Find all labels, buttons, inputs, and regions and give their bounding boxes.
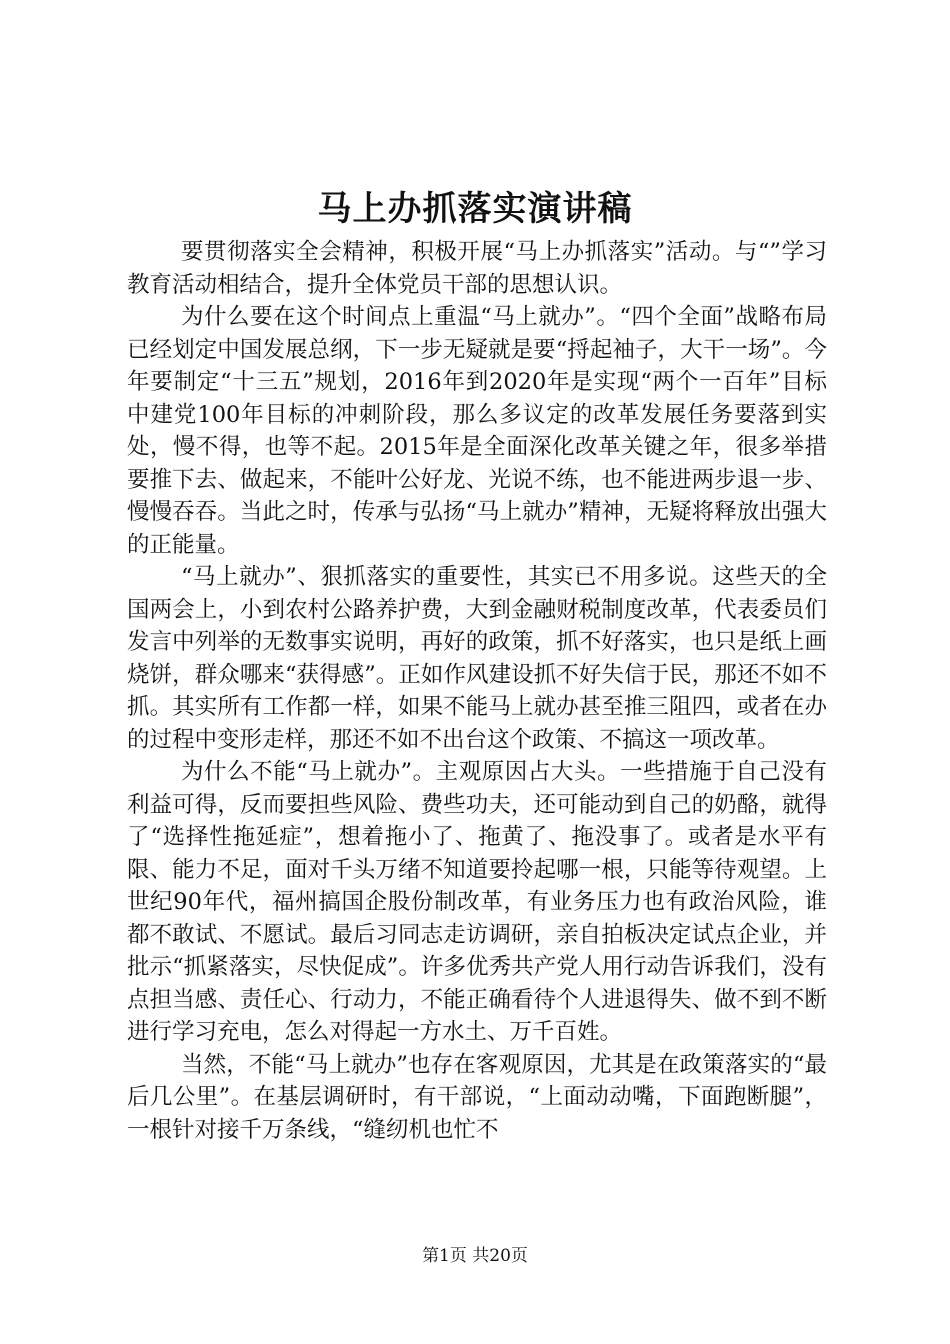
document-body — [127, 236, 827, 1146]
paragraph: 为什么要在这个时间点上重温“马上就办”。“四个全面”战略布局已经划定中国发展总纲，下一步无疑就是要“捋起袖子，大干一场”。今年要制定“十三五”规划，2016年到2020年是实现“两个一百年”目标中建党100年目标的冲刺阶段，那么多议定的改革发展任务要落到实处，慢不得，也等不起。2015年是全面深化改革关键之年，很多举措要推下去、做起来，不能叶公好龙、光说不练，也不能进两步退一步、慢慢吞吞。当此之时，传承与弘扬“马上就办”精神，无疑将释放出强大的正能量。 — [127, 304, 827, 558]
paragraph: 要贯彻落实全会精神，积极开展“马上办抓落实”活动。与“”学习教育活动相结合，提升全体党员干部的思想认识。 — [127, 239, 827, 298]
paragraph: 为什么不能“马上就办”。主观原因占大头。一些措施于自己没有利益可得，反而要担些风险、费些功夫，还可能动到自己的奶酪，就得了“选择性拖延症”，想着拖小了、拖黄了、拖没事了。或者是水平有限、能力不足，面对千头万绪不知道要拎起哪一根，只能等待观望。上世纪90年代，福州搞国企股份制改革，有业务压力也有政治风险，谁都不敢试、不愿试。最后习同志走访调研，亲自拍板决定试点企业，并批示“抓紧落实，尽快促成”。许多优秀共产党人用行动告诉我们，没有点担当感、责任心、行动力，不能正确看待个人进退得失、做不到不断进行学习充电，怎么对得起一方水土、万千百姓。 — [127, 759, 827, 1045]
page-number-footer: 第1页 共20页 — [422, 1246, 528, 1266]
document-title: 马上办抓落实演讲稿 — [317, 189, 633, 229]
paragraph: 当然，不能“马上就办”也存在客观原因，尤其是在政策落实的“最后几公里”。在基层调研时，有干部说，“上面动动嘴，下面跑断腿”，一根针对接千万条线，“缝纫机也忙不 — [127, 1051, 827, 1143]
paragraph: “马上就办”、狠抓落实的重要性，其实已不用多说。这些天的全国两会上，小到农村公路养护费，大到金融财税制度改革，代表委员们发言中列举的无数事实说明，再好的政策，抓不好落实，也只是纸上画烧饼，群众哪来“获得感”。正如作风建设抓不好失信于民，那还不如不抓。其实所有工作都一样，如果不能马上就办甚至推三阻四，或者在办的过程中变形走样，那还不如不出台这个政策、不搞这一项改革。 — [127, 564, 827, 753]
